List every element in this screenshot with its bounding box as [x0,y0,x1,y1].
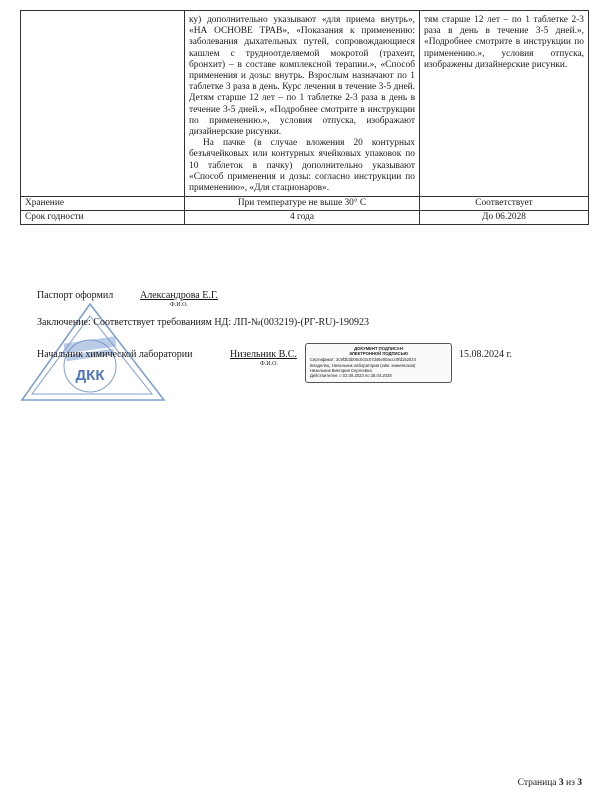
table-cell-requirement [185,11,420,197]
esig-owner: Владелец: Начальник лаборатории (хим. химическая) [310,362,416,368]
fio-caption: Ф.И.О. [170,302,188,308]
head-label: Начальник химической лаборатории [37,349,193,360]
esig-title: ДОКУМЕНТ ПОДПИСАН [354,346,403,351]
head-name: Низельник В.С. [230,349,297,360]
table-cell-result [420,11,589,197]
fio-caption: Ф.И.О. [260,361,278,367]
requirement-paragraph: На пачке (в случае вложения 20 контурных безъячейковых или контурных ячейковых упаковок по 10 таблеток в пачку) дополнительно указывают «Способ применения и дозы: согласно инструкции по применению», «Для стационаров». [189,138,415,194]
signature-date: 15.08.2024 г. [459,349,512,360]
table-cell-requirement: 4 года [185,211,420,225]
table-cell-empty [21,11,185,197]
table-cell-name: Хранение [21,197,185,211]
electronic-signature-block [305,343,452,383]
esig-validity: Действителен: с 02.08.2023 по 28.04.2028 [310,373,392,379]
table-cell-requirement: При температуре не выше 30° С [185,197,420,211]
table-cell-name: Срок годности [21,211,185,225]
page-word: Страница [517,778,557,788]
table-cell-result: Соответствует [420,197,589,211]
requirement-paragraph: ку) дополнительно указывают «для приема внутрь», «НА ОСНОВЕ ТРАВ», «Показания к применению: заболевания дыхательных путей, сопровождающиеся кашлем с трудноотделяемой мокротой (трахеит, бронхит) – в составе комплексной терапии.», «Способ применения и дозы: внутрь. Взрослым назначают по 1 таблетке 3 раза в день. Курс лечения в течение 3-5 дней. Детям старше 12 лет – по 1 таблетке 2-3 раза в день в течение 3-5 дней.», «Подробнее смотрите в инструкции по применению.», условия отпуска, изображают дизайнерские рисунки. [189,15,415,138]
esig-title: ЭЛЕКТРОННОЙ ПОДПИСЬЮ [349,351,408,357]
page-total: 3 [577,778,582,788]
esig-certificate: Сертификат: 3c9f3b3b06c0cbc07d46e00accc9fd152024 [310,357,416,363]
passport-label: Паспорт оформил [37,290,114,301]
stamp-text: ДКК [75,367,105,384]
specification-table [20,10,589,225]
esig-owner-name: Низельник Виктория Сергеевна [310,367,372,373]
table-row [21,211,589,225]
page-footer [518,778,582,788]
conclusion-text: Заключение: Соответствует требованиям НД: ЛП-№(003219)-(РГ-RU)-190923 [37,317,370,328]
table-cell-result: До 06.2028 [420,211,589,225]
result-paragraph: тям старше 12 лет – по 1 таблетке 2-3 раза в день в течение 3-5 дней.», «Подробнее смотрите в инструкции по применению.», условия отпуска, изображены дизайнерские рисунки. [424,15,584,70]
of-word: из [566,778,575,788]
page-number: 3 [558,778,564,788]
passport-name: Александрова Е.Г. [140,290,218,301]
table-row-continuation [21,11,589,197]
table-row [21,197,589,211]
